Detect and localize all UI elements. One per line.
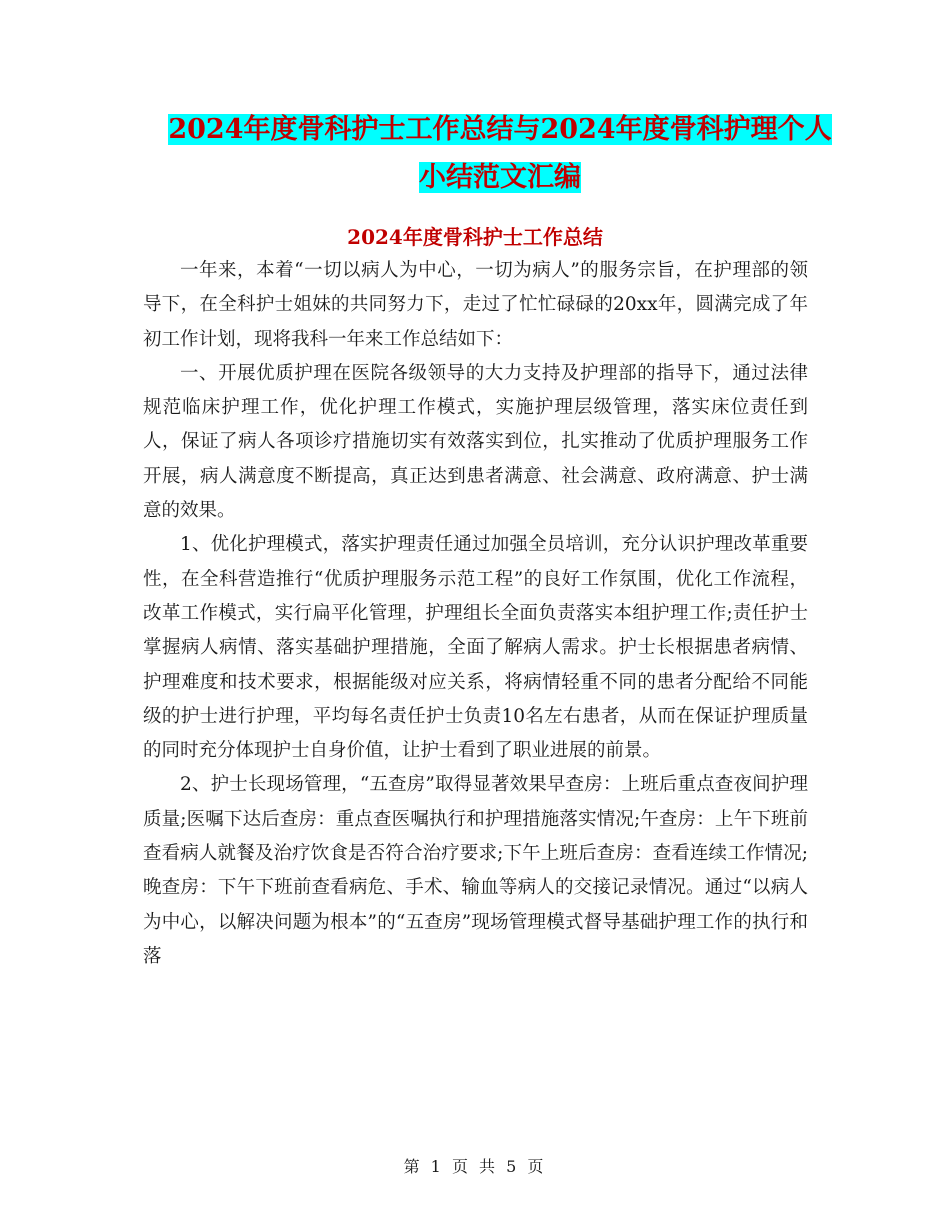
paragraph-item-1: 1、优化护理模式，落实护理责任通过加强全员培训，充分认识护理改革重要性，在全科营造推行“优质护理服务示范工程”的良好工作氛围，优化工作流程，改革工作模式，实行扁平化管理，护理组长全面负责落实本组护理工作;责任护士掌握病人病情、落实基础护理措施，全面了解病人需求。护士长根据患者病情、护理难度和技术要求，根据能级对应关系，将病情轻重不同的患者分配给不同能级的护士进行护理，平均每名责任护士负责10名左右患者，从而在保证护理质量的同时充分体现护士自身价值，让护士看到了职业进展的前景。 [143, 534, 808, 762]
title-line-1: 2024年度骨科护士工作总结与2024年度骨科护理个人 [168, 114, 832, 145]
document-body [143, 254, 808, 974]
title-line-2: 小结范文汇编 [419, 162, 581, 193]
paragraph-section-1: 一、开展优质护理在医院各级领导的大力支持及护理部的指导下，通过法律规范临床护理工作，优化护理工作模式，实施护理层级管理，落实床位责任到人，保证了病人各项诊疗措施切实有效落实到位，扎实推动了优质护理服务工作开展，病人满意度不断提高，真正达到患者满意、社会满意、政府满意、护士满意的效果。 [143, 362, 808, 522]
page-footer: 第 1 页 共 5 页 [403, 1157, 547, 1176]
paragraph-intro: 一年来，本着“一切以病人为中心，一切为病人”的服务宗旨，在护理部的领导下，在全科护士姐妹的共同努力下，走过了忙忙碌碌的20xx年，圆满完成了年初工作计划，现将我科一年来工作总结如下： [143, 260, 808, 350]
section-title: 2024年度骨科护士工作总结 [347, 225, 603, 249]
document-title [140, 106, 860, 202]
paragraph-item-2: 2、护士长现场管理，“五查房”取得显著效果早查房：上班后重点查夜间护理质量;医嘱下达后查房：重点查医嘱执行和护理措施落实情况;午查房：上午下班前查看病人就餐及治疗饮食是否符合治疗要求;下午上班后查房：查看连续工作情况;晚查房：下午下班前查看病危、手术、输血等病人的交接记录情况。通过“以病人为中心，以解决问题为根本”的“五查房”现场管理模式督导基础护理工作的执行和落 [143, 774, 808, 967]
